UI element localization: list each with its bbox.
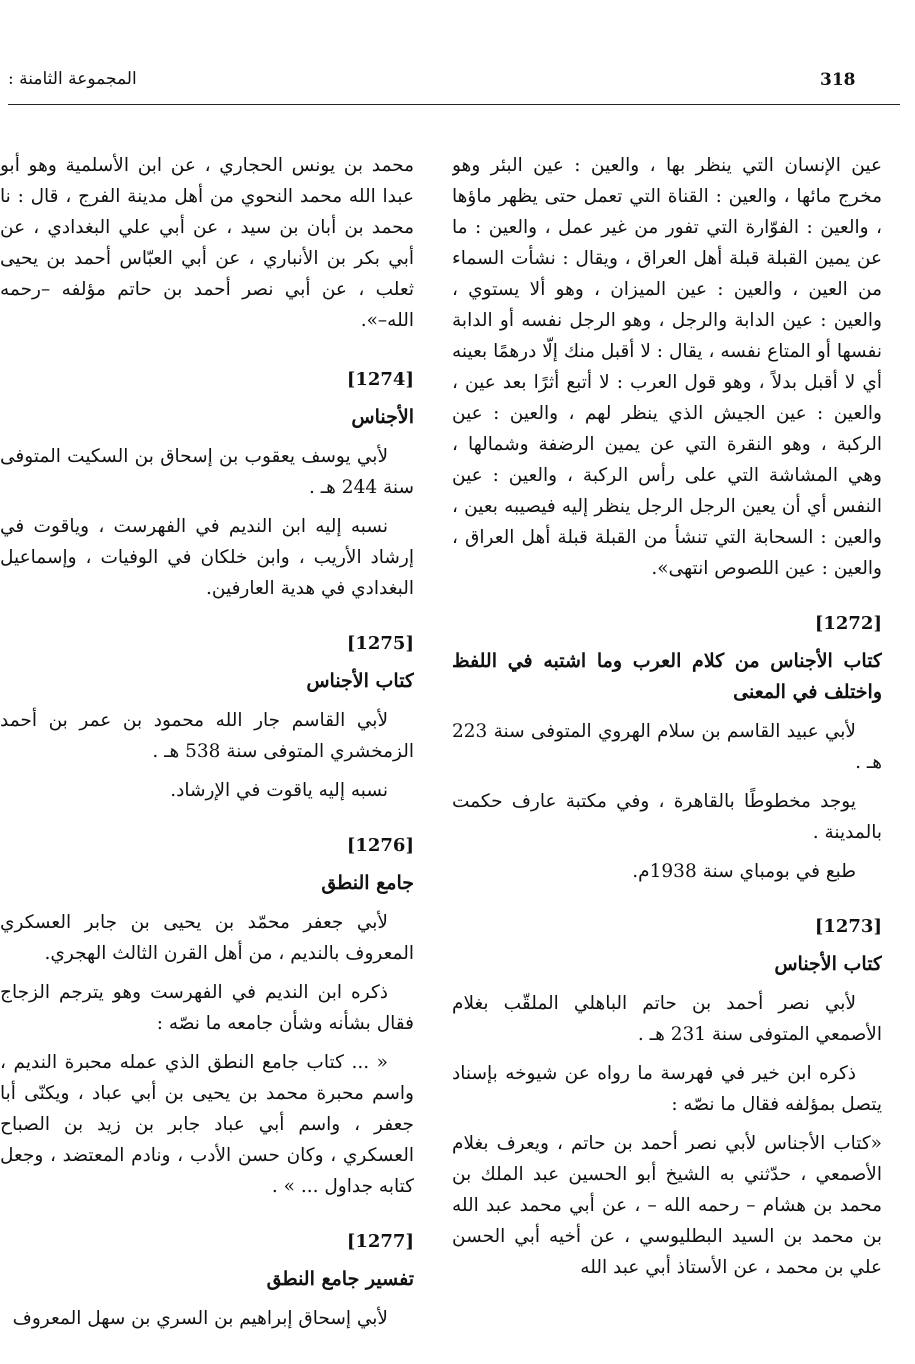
entry-number: [1274] (346, 369, 414, 390)
entry-paragraph: «كتاب الأجناس لأبي نصر أحمد بن حاتم ، ويعرف بغلام الأصمعي ، حدّثني به الشيخ أبو الحسين عبد الملك بن محمد بن هشام – رحمه الله – ، عن أبي محمد عبد الله بن محمد بن السيد البطليوسي ، عن أخيه أبي الحسن علي بن محمد ، عن الأستاذ أبي عبد الله (452, 1133, 882, 1278)
entry-paragraph: لأبي القاسم جار الله محمود بن عمر بن أحمد الزمخشري المتوفى سنة 538 هـ . (0, 710, 414, 762)
header-rule (8, 104, 900, 105)
entry-paragraph: ذكره ابن خير في فهرسة ما رواه عن شيوخه بإسناد يتصل بمؤلفه فقال ما نصّه : (452, 1063, 882, 1115)
entry-1276 (0, 832, 414, 1202)
right-column (452, 150, 882, 1291)
entry-paragraph: لأبي يوسف يعقوب بن إسحاق بن السكيت المتوفى سنة 244 هـ . (0, 446, 414, 498)
entry-title: جامع النطق (321, 872, 414, 894)
entry-title: الأجناس (351, 406, 414, 428)
entry-1275 (0, 630, 414, 806)
entry-title: تفسير جامع النطق (266, 1268, 414, 1290)
entry-1274 (0, 366, 414, 604)
entry-paragraph: لأبي نصر أحمد بن حاتم الباهلي الملقّب بغلام الأصمعي المتوفى سنة 231 هـ . (452, 993, 882, 1045)
entry-number: [1273] (814, 916, 882, 937)
continuation-text: عين الإنسان التي ينظر بها ، والعين : عين البئر وهو مخرج مائها ، والعين : القناة التي تعمل حتى يظهر ماؤها ، والعين : الفوّارة التي تفور من غير عمل ، والعين : ما عن يمين القبلة قبلة أهل العراق ، ويقال : نشأت السماء من العين ، والعين : عين الميزان ، وهو ألا يستوي ، والعين : عين الدابة والرجل ، وهو الرجل نفسه أو الدابة نفسها أو المتاع نفسه ، يقال : لا أقبل منك إلّا درهمًا بعينه أي لا أقبل بدلاً ، وهو قول العرب : لا أتبع أثرًا بعد عين ، والعين : عين الجيش الذي ينظر لهم ، والعين : عين الركبة ، وهو النقرة التي عن يمين الرضفة وشمالها ، وهي المشاشة التي على رأس الركبة ، والعين : عين النفس أي أن يعين الرجل الرجل ينظر إليه فيصيبه بعين ، والعين : السحابة التي تنشأ من القبلة قبلة أهل العراق ، والعين : عين اللصوص انتهى». (452, 155, 882, 579)
entry-1277 (0, 1228, 414, 1334)
entry-number: [1277] (346, 1231, 414, 1252)
entry-paragraph: ذكره ابن النديم في الفهرست وهو يترجم الزجاج فقال بشأنه وشأن جامعه ما نصّه : (0, 982, 414, 1034)
entry-1272 (452, 610, 882, 887)
entry-title: كتاب الأجناس من كلام العرب وما اشتبه في اللفظ واختلف في المعنى (452, 650, 882, 703)
page-number: 318 (820, 70, 856, 90)
entry-number: [1272] (814, 613, 882, 634)
entry-paragraph: طبع في بومباي سنة 1938م. (632, 861, 856, 882)
entry-1273 (452, 913, 882, 1283)
entry-title: كتاب الأجناس (774, 953, 882, 975)
entry-paragraph: لأبي عبيد القاسم بن سلام الهروي المتوفى سنة 223 هـ . (452, 721, 882, 773)
entry-paragraph: « ... كتاب جامع النطق الذي عمله محبرة النديم ، واسم محبرة محمد بن يحيى بن أبي عباد ، ويكنّى أبا جعفر ، واسم أبي عباد جابر بن زيد بن الصباح العسكري ، وكان حسن الأدب ، ونادم المعتضد ، وجعل كتابه جداول ... » . (0, 1052, 414, 1197)
entry-paragraph: يوجد مخطوطًا بالقاهرة ، وفي مكتبة عارف حكمت بالمدينة . (452, 791, 882, 843)
entry-paragraph: لأبي جعفر محمّد بن يحيى بن جابر العسكري المعروف بالنديم ، من أهل القرن الثالث الهجري. (0, 912, 414, 964)
entry-paragraph: نسبه إليه ياقوت في الإرشاد. (170, 780, 388, 801)
left-column (0, 150, 414, 1342)
running-title: المجموعة الثامنة : (8, 69, 137, 89)
entry-number: [1275] (346, 633, 414, 654)
entry-title: كتاب الأجناس (306, 670, 414, 692)
entry-paragraph: لأبي إسحاق إبراهيم بن السري بن سهل المعروف (12, 1308, 388, 1329)
entry-number: [1276] (346, 835, 414, 856)
continuation-text: محمد بن يونس الحجاري ، عن ابن الأسلمية وهو أبو عبدا الله محمد النحوي من أهل مدينة الفرج ، قال : نا محمد بن أبان بن سيد ، عن أبي علي البغدادي ، عن أبي بكر بن الأنباري ، عن أبي العبّاس أحمد بن يحيى ثعلب ، عن أبي نصر أحمد بن حاتم مؤلفه –رحمه الله–». (0, 155, 414, 331)
page-header (0, 66, 915, 96)
entry-paragraph: نسبه إليه ابن النديم في الفهرست ، وياقوت في إرشاد الأريب ، وابن خلكان في الوفيات ، وإسماعيل البغدادي في هدية العارفين. (0, 516, 414, 599)
